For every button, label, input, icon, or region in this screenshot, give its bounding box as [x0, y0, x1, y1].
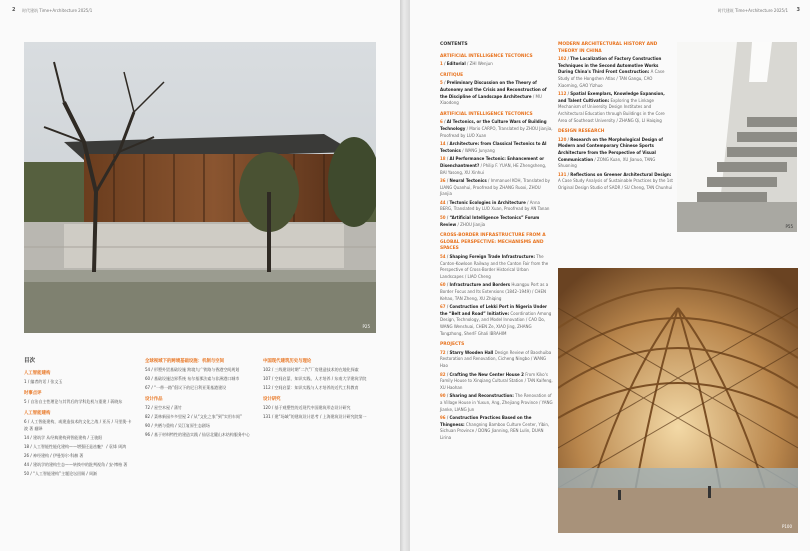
section-heading: CROSS-BORDER INFRASTRUCTURE FROM A GLOBAL PERSPECTIVE: MECHANISMS AND SPACES — [440, 233, 546, 252]
house-photo — [24, 42, 376, 333]
toc-entry[interactable] — [440, 215, 553, 228]
entry-title: AI Performance Tectonic: Enhancement or Disenchantment? — [440, 156, 545, 168]
toc-entry[interactable]: 90 / 共栖与重构 / 吴江复原生态剧场 — [145, 423, 210, 428]
entry-authors: Design Review of Baoshuiba Restoration and Renovation, Cicheng Ningbo / WANG Hao — [440, 349, 552, 368]
entry-page-number: 131 — [558, 171, 567, 177]
entry-authors: A Case Study Analysis of Sustainable Practices by the 1st Original Design Studio of SADR / SU Cheng, TAN Chunhui — [558, 178, 673, 190]
toc-entry[interactable]: 54 / 形塑外贸基础设施 跨境九广铁路与香港空间规划 — [145, 367, 240, 372]
toc-entry[interactable] — [440, 415, 553, 441]
entry-page-number: 102 — [558, 56, 567, 62]
toc-entry[interactable]: 82 / 菜林新园多多里屋 2 / 从“文化之家”到“实用车间” — [145, 414, 242, 419]
toc-entry[interactable] — [440, 304, 553, 337]
toc-entry[interactable] — [558, 172, 673, 192]
entry-title: The Localization of Factory Construction Techniques in the Second Automotive Works During China's Third Front Construction: — [558, 56, 662, 75]
toc-entry[interactable]: 6 / 人工智能建构，或建造技术的文化之战 / 亚历 / 马里奥·卡波 著 翻译 — [24, 419, 132, 431]
toc-entry[interactable] — [440, 282, 553, 302]
toc-entry[interactable]: 18 / 人工智能性能化建构——增强还是祛魅？ / 袁烽 周鸿 — [24, 444, 127, 449]
separator: / — [445, 415, 450, 421]
toc-entry[interactable] — [558, 91, 673, 124]
section-heading: 人工智能建构 — [24, 411, 51, 416]
section-heading: PROJECTS — [440, 342, 465, 348]
separator: / — [445, 156, 450, 162]
toc-entry[interactable] — [440, 80, 553, 106]
toc-entry[interactable]: 26 / 神经建构 / 伊曼努尔·科赫 著 — [24, 453, 84, 458]
entry-title: Shaping Foreign Trade Infrastructure: — [449, 254, 535, 260]
entry-page-number: 1 — [440, 61, 443, 67]
toc-entry[interactable]: 72 / 星空木屋 / 蒲竹 — [145, 405, 182, 410]
section-heading: DESIGN RESEARCH — [558, 129, 605, 135]
entry-title: Editorial — [446, 61, 466, 67]
contents-header: CONTENTS — [440, 42, 468, 47]
toc-entry[interactable]: 112 / 空间启蒙：知识实践与人才培养的近代工科教育 — [263, 385, 359, 390]
contents-col-3 — [263, 358, 378, 422]
entry-authors: / ZHOU Jianjia — [457, 221, 486, 227]
entry-title: Reflections on Greener Architectural Design: — [570, 171, 672, 177]
separator: / — [442, 61, 447, 67]
separator: / — [566, 56, 571, 62]
separator: / — [445, 215, 450, 221]
entry-title: Crafting the New Center House 2 — [449, 371, 524, 377]
separator: / — [566, 91, 571, 97]
entry-page-number: 54 — [440, 254, 446, 260]
entry-authors: The Renovation of a Village House in Yuxun, Ang, Zhejiang Province / YANG Jianke, LIANG Jun — [440, 393, 553, 412]
toc-entry[interactable] — [440, 141, 553, 154]
toc-entry[interactable] — [558, 56, 673, 89]
spine-gutter — [400, 0, 410, 551]
photo-caption: P55 — [785, 224, 793, 229]
entry-page-number: 18 — [440, 156, 446, 162]
entry-title: Construction of Lekki Port in Nigeria Under the “Belt and Road” Initiative: — [440, 304, 547, 316]
toc-entry[interactable] — [440, 372, 553, 392]
toc-entry[interactable]: 60 / 基础设施边界系统 布尔基那法索与非洲港口城市 — [145, 376, 240, 381]
entry-page-number: 14 — [440, 141, 446, 147]
section-heading: MODERN ARCHITECTURAL HISTORY AND THEORY IN CHINA — [558, 42, 658, 54]
section-heading: ARTIFICIAL INTELLIGENCE TECTONICS — [440, 53, 533, 59]
section-heading: 设计研究 — [263, 397, 281, 402]
entry-authors: / Immanuel KOH, Translated by LIANG Quanhui, Proofread by ZHANG Ruoxi, ZHOU Jianjia — [440, 178, 550, 197]
entry-authors: / ZHI Wenjun — [467, 61, 493, 67]
toc-entry[interactable]: 1 / 编者的话 / 张文玉 — [24, 379, 63, 384]
entry-page-number: 112 — [558, 91, 567, 97]
photo-caption: P100 — [781, 524, 792, 529]
entry-title: Sharing and Reconstruction: — [449, 393, 514, 399]
entry-authors: / WANG Junyang — [462, 147, 495, 153]
entry-authors: The Canton-Kowloon Railway and the Canton Fair from the Perspective of Cross-Border Historical Urban Landscapes / LIAO Cheng — [440, 254, 549, 279]
separator: / — [445, 254, 450, 260]
entry-title: “Artificial Intelligence Tectonics” Forum Review — [440, 215, 540, 227]
entry-authors: / ZONG Kuan, XU Jianuo, TANG Shuoning — [558, 156, 656, 169]
entry-title: Spatial Exemplars, Knowledge Expansion, and Talent Cultivation: — [558, 91, 665, 103]
toc-entry[interactable] — [440, 61, 553, 68]
contents-title: 目次 — [24, 358, 36, 364]
toc-entry[interactable]: 131 / 建“场域”的建筑设计思考 / 上海建筑设计研究院第一 — [263, 414, 367, 419]
entry-page-number: 44 — [440, 199, 446, 205]
contents-col-en-2 — [558, 42, 673, 193]
entry-authors: / Philip F. YUAN, HE Zhengsheng, BAI Yasong, XU Xinhui — [440, 162, 547, 175]
entry-title: Preliminary Discussion on the Theory of Autonomy and the Crisis and Reconstruction of the Discipline of Landscape Architecture — [440, 80, 547, 99]
entry-authors: Exploring the Linkage Mechanism of University Design Institutes and Architectural Education through Buildings in the Core Area of Southeast University / ZHANG Qi, LI Haiqing — [558, 97, 665, 123]
contents-col-2 — [145, 358, 255, 440]
house-photo-illustration — [24, 42, 376, 333]
section-heading: 时事点评 — [24, 391, 42, 396]
right-page — [410, 0, 810, 551]
separator: / — [445, 304, 450, 310]
entry-title: Neural Tectonics — [449, 178, 487, 184]
toc-entry[interactable]: 44 / 建筑学的建构生态——转换中的批判视角 / 安·博格 著 — [24, 462, 128, 467]
toc-entry[interactable]: 5 / 自治自主性理论与其背后的学科危机与重建 / 蒋晓东 — [24, 399, 123, 404]
toc-entry[interactable] — [440, 254, 553, 280]
toc-entry[interactable]: 14 / 建筑学 从经典建构到智能建构 / 王骏阳 — [24, 435, 103, 440]
entry-page-number: 82 — [440, 371, 446, 377]
entry-authors: Coordination Among Design, Technology, and Model Innovation / CAO Do, WANG Wenshuai, CHEN Ze, XIAO Jing, ZHANG Tongzhong, SherIF Ghali IBRAHIM — [440, 310, 552, 336]
entry-page-number: 5 — [440, 80, 443, 86]
running-header: 时代建筑 Time+Architecture 2025/1 — [22, 8, 93, 13]
separator: / — [445, 141, 450, 147]
toc-entry[interactable]: 107 / 空间启蒙、知识实践、人才培养 / 东南大学建筑学院 — [263, 376, 367, 381]
stair-photo — [677, 42, 797, 232]
entry-page-number: 67 — [440, 304, 446, 310]
entry-authors: / MU Xiaodong — [440, 93, 542, 106]
entry-page-number: 60 — [440, 282, 446, 288]
entry-page-number: 72 — [440, 349, 446, 355]
section-heading: 人工智能建构 — [24, 371, 51, 376]
entry-authors: Changning Bamboo Culture Center, Yibin, Sichuan Province / DONG Jianning, REN Lulin, DUAN Lirina — [440, 421, 550, 440]
separator: / — [445, 282, 450, 288]
entry-authors: / Anna BERG, Translated by LUO Xuan, Proofread by AN Tanan — [440, 199, 550, 212]
section-heading: 设计作品 — [145, 397, 163, 402]
entry-page-number: 120 — [558, 136, 567, 142]
toc-entry[interactable] — [440, 393, 553, 413]
separator: / — [442, 119, 447, 125]
entry-title: Infrastructure and Borders — [449, 282, 511, 288]
contents-col-1 — [24, 358, 134, 479]
entry-title: Architecture: from Classical Tectonics to AI Tectonics — [440, 141, 547, 153]
entry-authors: A Case Study of the Hongshen Atlas / TAN Gangu, CAO Xiaoming, GAO Yizhuo — [558, 69, 665, 88]
section-heading: 中国现代建筑历史与理论 — [263, 359, 312, 364]
separator: / — [445, 349, 450, 355]
separator: / — [566, 171, 571, 177]
separator: / — [445, 371, 450, 377]
section-heading: 全球视域下的跨境基础设施：机制与空间 — [145, 359, 225, 364]
entry-title: Construction Practices Based on the Thingness: — [440, 415, 532, 427]
separator: / — [566, 136, 571, 142]
entry-page-number: 6 — [440, 119, 443, 125]
entry-title: Starry Wooden Hall — [449, 349, 494, 355]
timber-hall-illustration — [558, 268, 798, 533]
toc-entry[interactable] — [440, 119, 553, 139]
toc-entry[interactable] — [440, 350, 553, 370]
toc-entry[interactable]: 120 / 基于观塑性的近现代中国建筑形态设计研究 — [263, 405, 351, 410]
entry-page-number: 36 — [440, 178, 446, 184]
entry-page-number: 90 — [440, 393, 446, 399]
separator: / — [445, 199, 450, 205]
toc-entry[interactable] — [440, 178, 553, 198]
separator: / — [442, 80, 447, 86]
toc-entry[interactable]: 102 / 三线建设时期“二汽”厂房建造技术的在地化探索 — [263, 367, 359, 372]
toc-entry[interactable]: 67 / “一带一路”倡议下的尼日利亚莱基港建设 — [145, 385, 227, 390]
running-header: 时代建筑 Time+Architecture 2025/1 — [717, 8, 788, 13]
section-heading: CRITIQUE — [440, 72, 464, 78]
entry-authors: From Kiko's Family House to Xinqiang Cultural Station / TAN Kaifeng, XU Haohan — [440, 371, 553, 390]
entry-title: Research on the Morphological Design of Modern and Contemporary Chinese Sports Architecture from the Perspective of Visual Communication — [558, 136, 663, 162]
entry-title: Tectonic Ecologies in Architecture — [449, 199, 526, 205]
page-number: 3 — [796, 7, 800, 13]
stair-photo-illustration — [677, 42, 797, 232]
entry-authors: / Mario CARPO, Translated by ZHOU Jianjia, Proofread by LUO Xuan — [440, 125, 553, 138]
entry-authors: Huangpu Port as a Border Focus and Its Extensions (1842–1949) / CHEN Kehao, TAN Zheng, XU Zhiqing — [440, 282, 549, 301]
contents-col-en-1 — [440, 42, 553, 443]
entry-page-number: 96 — [440, 415, 446, 421]
separator: / — [445, 178, 450, 184]
left-page — [0, 0, 400, 551]
toc-entry[interactable]: 50 / “人工智能建构”主题论坛回顾 / 周渐 — [24, 471, 98, 476]
toc-entry[interactable]: 96 / 基于材料特性的建造实践 / 仙居北麓山木结构服务中心 — [145, 432, 250, 437]
separator: / — [445, 393, 450, 399]
page-number: 2 — [12, 7, 16, 13]
toc-entry[interactable] — [440, 156, 553, 176]
toc-entry[interactable] — [440, 200, 553, 213]
section-heading: ARTIFICIAL INTELLIGENCE TECTONICS — [440, 111, 533, 117]
toc-entry[interactable] — [558, 137, 673, 170]
entry-title: AI Tectonics, or the Culture Wars of Building Technology — [440, 119, 547, 131]
photo-caption: P25 — [362, 324, 370, 329]
timber-hall-photo — [558, 268, 798, 533]
entry-page-number: 50 — [440, 215, 446, 221]
